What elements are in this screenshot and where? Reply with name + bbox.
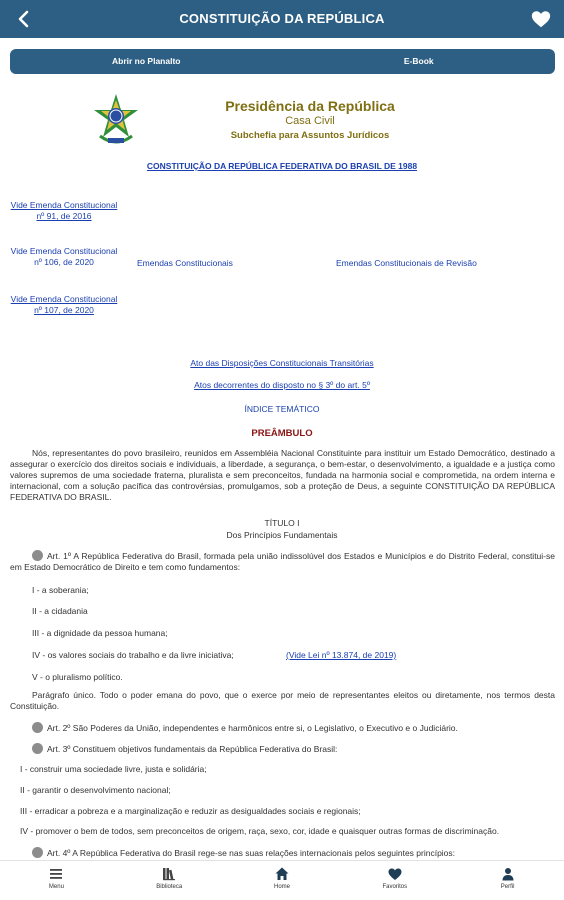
art4-text [10, 847, 555, 859]
emendas-constitucionais-link[interactable]: Emendas Constitucionais [137, 258, 233, 268]
ato-disposicoes-link[interactable]: Ato das Disposições Constitucionais Transitórias [190, 358, 374, 368]
nav-biblioteca[interactable] [113, 861, 226, 900]
art3-body: Art. 3º Constituem objetivos fundamentais da República Federativa do Brasil: [47, 744, 338, 754]
ec91-container [8, 200, 120, 222]
art3-ii: II - garantir o desenvolvimento nacional; [20, 785, 171, 795]
app-bar [0, 0, 564, 38]
nav-menu-label: Menu [48, 884, 64, 890]
nav-home[interactable] [226, 861, 339, 900]
preambulo-title: PREÂMBULO [251, 428, 313, 439]
art1-paragrafo: Parágrafo único. Todo o poder emana do povo, que o exerce por meio de representantes eleitos ou diretamente, nos termos desta Constituição. [10, 690, 555, 711]
art1-i: I - a soberania; [32, 585, 89, 595]
coat-of-arms-icon [90, 92, 142, 148]
atos-decorrentes-link[interactable]: Atos decorrentes do disposto no § 3º do art. 5º [194, 380, 370, 390]
emenda-107-link[interactable]: Vide Emenda Constitucional nº 107, de 2020 [10, 294, 118, 315]
art3-iii: III - erradicar a pobreza e a marginalização e reduzir as desigualdades sociais e regionais; [20, 806, 361, 816]
nav-menu[interactable] [0, 861, 113, 900]
document-view[interactable] [0, 84, 564, 860]
art1-iii: III - a dignidade da pessoa humana; [32, 628, 168, 638]
menu-icon [48, 866, 64, 882]
emenda-106-link[interactable]: Vide Emenda Constitucional nº 106, de 2020 [10, 246, 118, 267]
audio-icon[interactable] [32, 722, 43, 733]
home-icon [274, 866, 290, 882]
open-planalto-button[interactable]: Abrir no Planalto [112, 56, 181, 66]
indice-tematico-link[interactable]: ÍNDICE TEMÁTICO [244, 404, 320, 414]
nav-perfil[interactable] [451, 861, 564, 900]
titulo-heading: TÍTULO I [264, 518, 300, 528]
titulo-subheading: Dos Princípios Fundamentais [226, 530, 338, 540]
header-presidencia: Presidência da República [225, 98, 395, 114]
bottom-nav [0, 860, 564, 900]
ec107-container [8, 294, 120, 316]
art3-text [10, 743, 555, 755]
library-icon [161, 866, 177, 882]
audio-icon[interactable] [32, 550, 43, 561]
art4-body: Art. 4º A República Federativa do Brasil rege-se nas suas relações internacionais pelos seguintes princípios: [47, 848, 456, 858]
nav-favoritos-label: Favoritos [382, 884, 408, 890]
audio-icon[interactable] [32, 847, 43, 858]
atos-decorrentes-container [0, 380, 564, 390]
ebook-button[interactable]: E-Book [403, 56, 434, 66]
lei-13874-link[interactable]: (Vide Lei nº 13.874, de 2019) [286, 650, 397, 660]
art1-body: Art. 1º A República Federativa do Brasil, formada pela união indissolúvel dos Estados e Municípios e do Distrito Federal, constitui-se em Estado Democrático de Direito e tem como fundamentos: [10, 551, 555, 572]
art1-text [10, 550, 555, 573]
audio-icon[interactable] [32, 743, 43, 754]
lei-13874-container [286, 650, 396, 661]
nav-perfil-label: Perfil [500, 884, 515, 890]
emenda-91-link[interactable]: Vide Emenda Constitucional nº 91, de 2016 [10, 200, 118, 221]
art3-iv: IV - promover o bem de todos, sem preconceitos de origem, raça, sexo, cor, idade e quaisquer outras formas de discriminação. [20, 826, 500, 836]
nav-biblioteca-label: Biblioteca [156, 884, 183, 890]
action-bar [10, 49, 555, 74]
emendas-revisao-link[interactable]: Emendas Constitucionais de Revisão [336, 258, 477, 268]
header-subchefia: Subchefia para Assuntos Jurídicos [230, 130, 390, 141]
nav-home-label: Home [273, 884, 290, 890]
page-title: CONSTITUIÇÃO DA REPÚBLICA [179, 11, 385, 26]
art1-ii: II - a cidadania [32, 606, 88, 616]
header-casa-civil: Casa Civil [285, 115, 335, 127]
heart-icon[interactable] [530, 8, 552, 30]
art3-i: I - construir uma sociedade livre, justa e solidária; [20, 764, 207, 774]
ato-disposicoes-container [0, 358, 564, 368]
heart-icon [387, 866, 403, 882]
constitution-title-link[interactable]: CONSTITUIÇÃO DA REPÚBLICA FEDERATIVA DO BRASIL DE 1988 [146, 161, 418, 171]
constitution-title-container [0, 161, 564, 171]
art2-text [10, 722, 555, 734]
art1-iv: IV - os valores sociais do trabalho e da livre iniciativa; [32, 650, 234, 660]
user-icon [500, 866, 516, 882]
nav-favoritos[interactable] [338, 861, 451, 900]
preambulo-text: Nós, representantes do povo brasileiro, reunidos em Assembléia Nacional Constituinte para instituir um Estado Democrático, destinado a assegurar o exercício dos direitos sociais e individuais, a liberdade, a segurança, o bem-estar, o desenvolvimento, a igualdade e a justiça como valores supremos de uma sociedade fraterna, pluralista e sem preconceitos, fundada na harmonia social e comprometida, na ordem interna e internacional, com a solução pacífica das controvérsias, promulgamos, sob a proteção de Deus, a seguinte CONSTITUIÇÃO DA REPÚBLICA FEDERATIVA DO BRASIL. [10, 448, 555, 502]
art1-v: V - o pluralismo político. [32, 672, 123, 682]
art2-body: Art. 2º São Poderes da União, independentes e harmônicos entre si, o Legislativo, o Executivo e o Judiciário. [47, 723, 458, 733]
